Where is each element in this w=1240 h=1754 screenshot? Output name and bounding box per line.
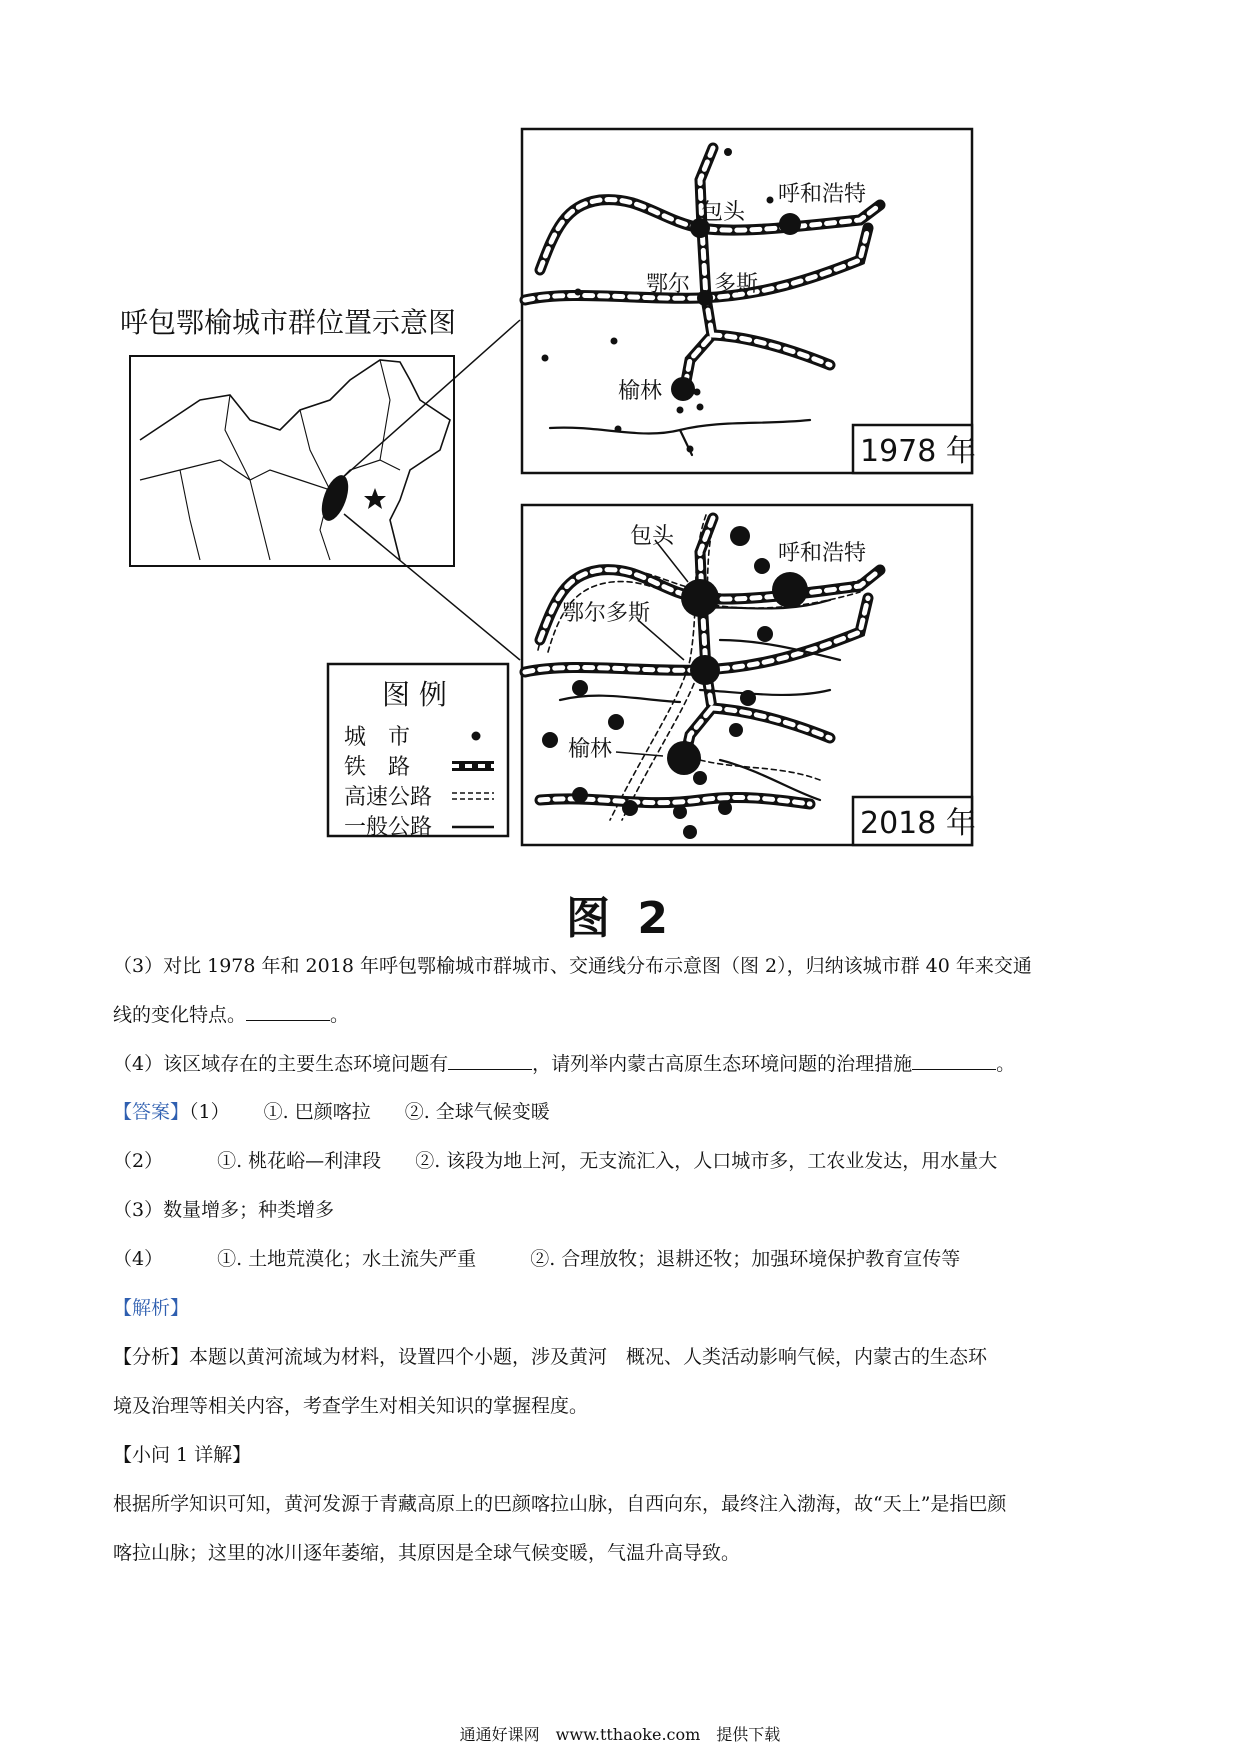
question-4-text-1: （4）该区域存在的主要生态环境问题有	[113, 1053, 449, 1075]
sub-question-1-heading: 【小问 1 详解】	[113, 1444, 252, 1466]
label-baotou-1978: 包头	[701, 200, 746, 225]
map-legend	[328, 664, 508, 840]
label-ordos-2018: 鄂尔多斯	[562, 601, 651, 626]
question-3-line-1: （3）对比 1978 年和 2018 年呼包鄂榆城市群城市、交通线分布示意图（图 2），归纳该城市群 40 年来交通	[113, 955, 1032, 977]
label-yulin-1978: 榆林	[618, 379, 663, 404]
answer-4	[113, 1247, 1133, 1271]
panel-1978	[522, 129, 976, 473]
answer-3: （3）数量增多；种类增多	[113, 1199, 335, 1221]
answer-tag: 【答案】	[113, 1101, 190, 1123]
label-yulin-2018: 榆林	[568, 737, 613, 762]
label-duosi-1978: 多斯	[714, 272, 759, 297]
answer-blank	[246, 1002, 330, 1021]
answer-1-number: （1）	[189, 1101, 230, 1123]
label-baotou-2018: 包头	[630, 524, 675, 549]
map-title: 呼包鄂榆城市群位置示意图	[120, 306, 457, 339]
legend-expressway: 高速公路	[344, 785, 433, 810]
answer-2-part-2: ②. 该段为地上河，无支流汇入，人口城市多，工农业发达，用水量大	[415, 1150, 998, 1172]
analysis-tag: 【解析】	[113, 1297, 190, 1319]
answer-2-number: （2）	[113, 1150, 164, 1172]
legend-title: 图 例	[382, 678, 447, 711]
legend-city: 城 市	[344, 725, 411, 750]
answer-2-part-1: ①. 桃花峪—利津段	[217, 1150, 382, 1172]
china-location-map	[130, 320, 520, 660]
label-hohhot-2018: 呼和浩特	[778, 541, 867, 566]
question-3-end: 。	[330, 1004, 350, 1026]
answer-1-part-2: ②. 全球气候变暖	[404, 1101, 550, 1123]
legend-city-symbol	[472, 732, 481, 741]
answer-4-part-1: ①. 土地荒漠化；水土流失严重	[217, 1248, 477, 1270]
figure-2-map	[0, 0, 1240, 870]
legend-railway: 铁 路	[344, 755, 411, 780]
question-4	[113, 1051, 1133, 1076]
question-3-line-2	[113, 1002, 1133, 1027]
question-4-text-2: ，请列举内蒙古高原生态环境问题的治理措施	[532, 1053, 913, 1075]
question-3-text: 线的变化特点。	[113, 1004, 247, 1026]
sub-question-1-line-1: 根据所学知识可知，黄河发源于青藏高原上的巴颜喀拉山脉，自西向东，最终注入渤海，故“天上”是指巴颜	[113, 1493, 1007, 1515]
label-hohhot-1978: 呼和浩特	[778, 182, 867, 207]
answer-1	[113, 1100, 1133, 1124]
year-label-2018: 2018 年	[860, 806, 976, 841]
analysis-line-2: 境及治理等相关内容，考查学生对相关知识的掌握程度。	[113, 1395, 589, 1417]
answer-2	[113, 1149, 1133, 1173]
answer-blank	[448, 1051, 532, 1070]
answer-blank	[912, 1051, 996, 1070]
label-eer-1978: 鄂尔	[646, 272, 691, 297]
analysis-line-1: 【分析】本题以黄河流域为材料，设置四个小题，涉及黄河 概况、人类活动影响气候，内蒙古的生态环	[113, 1346, 988, 1368]
panel-2018	[522, 505, 976, 845]
answer-4-number: （4）	[113, 1248, 164, 1270]
legend-road: 一般公路	[344, 815, 433, 840]
sub-question-1-line-2: 喀拉山脉；这里的冰川逐年萎缩，其原因是全球气候变暖，气温升高导致。	[113, 1542, 741, 1564]
answer-1-part-1: ①. 巴颜喀拉	[263, 1101, 371, 1123]
question-4-end: 。	[996, 1053, 1016, 1075]
page-footer: 通通好课网 www.tthaoke.com 提供下载	[459, 1725, 781, 1744]
answer-4-part-2: ②. 合理放牧；退耕还牧；加强环境保护教育宣传等	[530, 1248, 961, 1270]
year-label-1978: 1978 年	[860, 434, 976, 469]
figure-caption: 图 2	[566, 893, 674, 944]
